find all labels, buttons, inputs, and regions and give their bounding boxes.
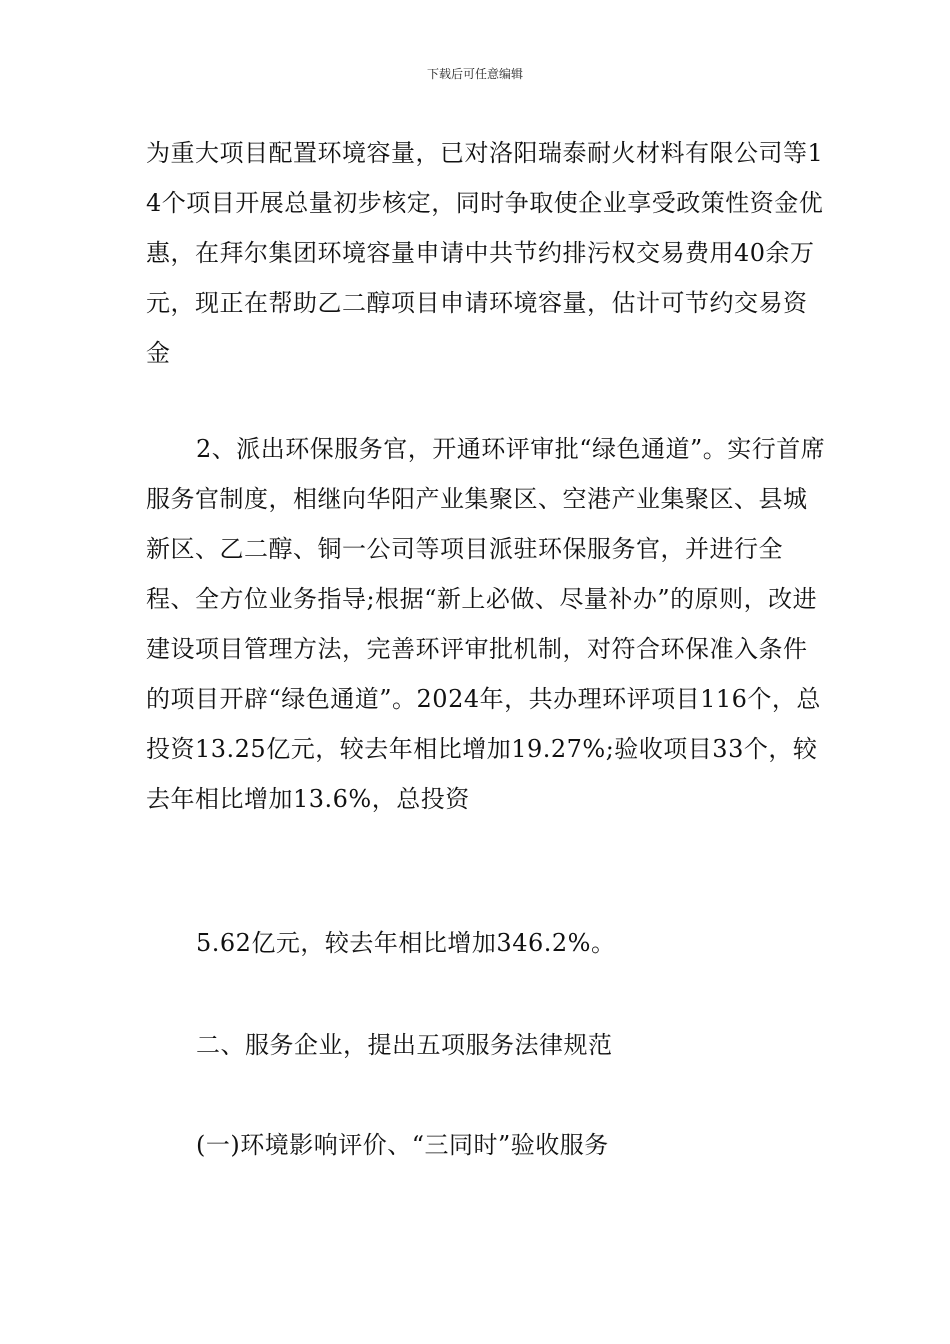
page-header-note: 下载后可任意编辑 <box>426 67 523 81</box>
subsection-heading-eia-service: (一)环境影响评价、“三同时”验收服务 <box>196 1131 609 1159</box>
paragraph-service-officer: 2、派出环保服务官，开通环评审批“绿色通道”。实行首席服务官制度，相继向华阳产业集聚区、空港产业集聚区、县城新区、乙二醇、铜一公司等项目派驻环保服务官，并进行全程、全方位业务指导;根据“新上必做、尽量补办”的原则，改进建设项目管理方法，完善环评审批机制，对符合环保准入条件的项目开辟“绿色通道”。2024年，共办理环评项目116个，总投资13.25亿元，较去年相比增加19.27%;验收项目33个，较去年相比增加13.6%，总投资 <box>146 435 826 813</box>
paragraph-capacity-allocation: 为重大项目配置环境容量，已对洛阳瑞泰耐火材料有限公司等14个项目开展总量初步核定，同时争取使企业享受政策性资金优惠，在拜尔集团环境容量申请中共节约排污权交易费用40余万元，现正在帮助乙二醇项目申请环境容量，估计可节约交易资金 <box>146 139 824 367</box>
paragraph-investment-total: 5.62亿元，较去年相比增加346.2%。 <box>196 929 616 957</box>
section-heading-service-enterprise: 二、服务企业，提出五项服务法律规范 <box>196 1031 613 1059</box>
